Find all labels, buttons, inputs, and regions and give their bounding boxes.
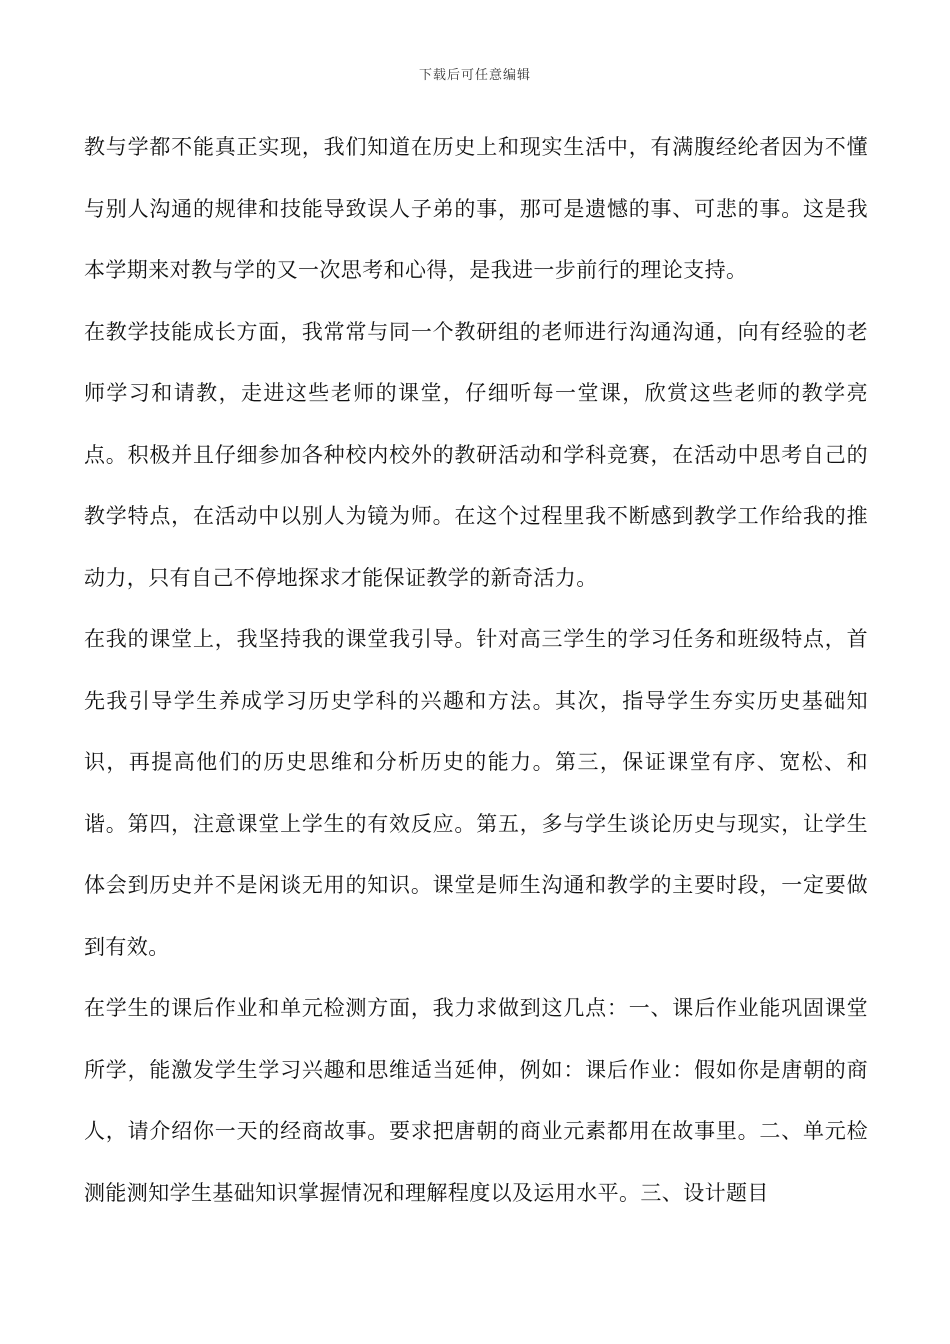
paragraph-1: 教与学都不能真正实现，我们知道在历史上和现实生活中，有满腹经纶者因为不懂与别人沟通的规律和技能导致误人子弟的事，那可是遗憾的事、可悲的事。这是我本学期来对教与学的又一次思考和心得，是我进一步前行的理论支持。 <box>84 135 868 282</box>
document-body <box>84 117 868 1224</box>
paragraph-2: 在教学技能成长方面，我常常与同一个教研组的老师进行沟通沟通，向有经验的老师学习和请教，走进这些老师的课堂，仔细听每一堂课，欣赏这些老师的教学亮点。积极并且仔细参加各种校内校外的教研活动和学科竞赛，在活动中思考自己的教学特点，在活动中以别人为镜为师。在这个过程里我不断感到教学工作给我的推动力，只有自己不停地探求才能保证教学的新奇活力。 <box>84 319 868 590</box>
paragraph-3: 在我的课堂上，我坚持我的课堂我引导。针对高三学生的学习任务和班级特点，首先我引导学生养成学习历史学科的兴趣和方法。其次，指导学生夯实历史基础知识，再提高他们的历史思维和分析历史的能力。第三，保证课堂有序、宽松、和谐。第四，注意课堂上学生的有效反应。第五，多与学生谈论历史与现实，让学生体会到历史并不是闲谈无用的知识。课堂是师生沟通和教学的主要时段，一定要做到有效。 <box>84 627 868 959</box>
page-header: 下载后可任意编辑 <box>418 68 531 83</box>
paragraph-4: 在学生的课后作业和单元检测方面，我力求做到这几点：一、课后作业能巩固课堂所学，能激发学生学习兴趣和思维适当延伸，例如：课后作业：假如你是唐朝的商人，请介绍你一天的经商故事。要求把唐朝的商业元素都用在故事里。二、单元检测能测知学生基础知识掌握情况和理解程度以及运用水平。三、设计题目 <box>84 996 868 1205</box>
